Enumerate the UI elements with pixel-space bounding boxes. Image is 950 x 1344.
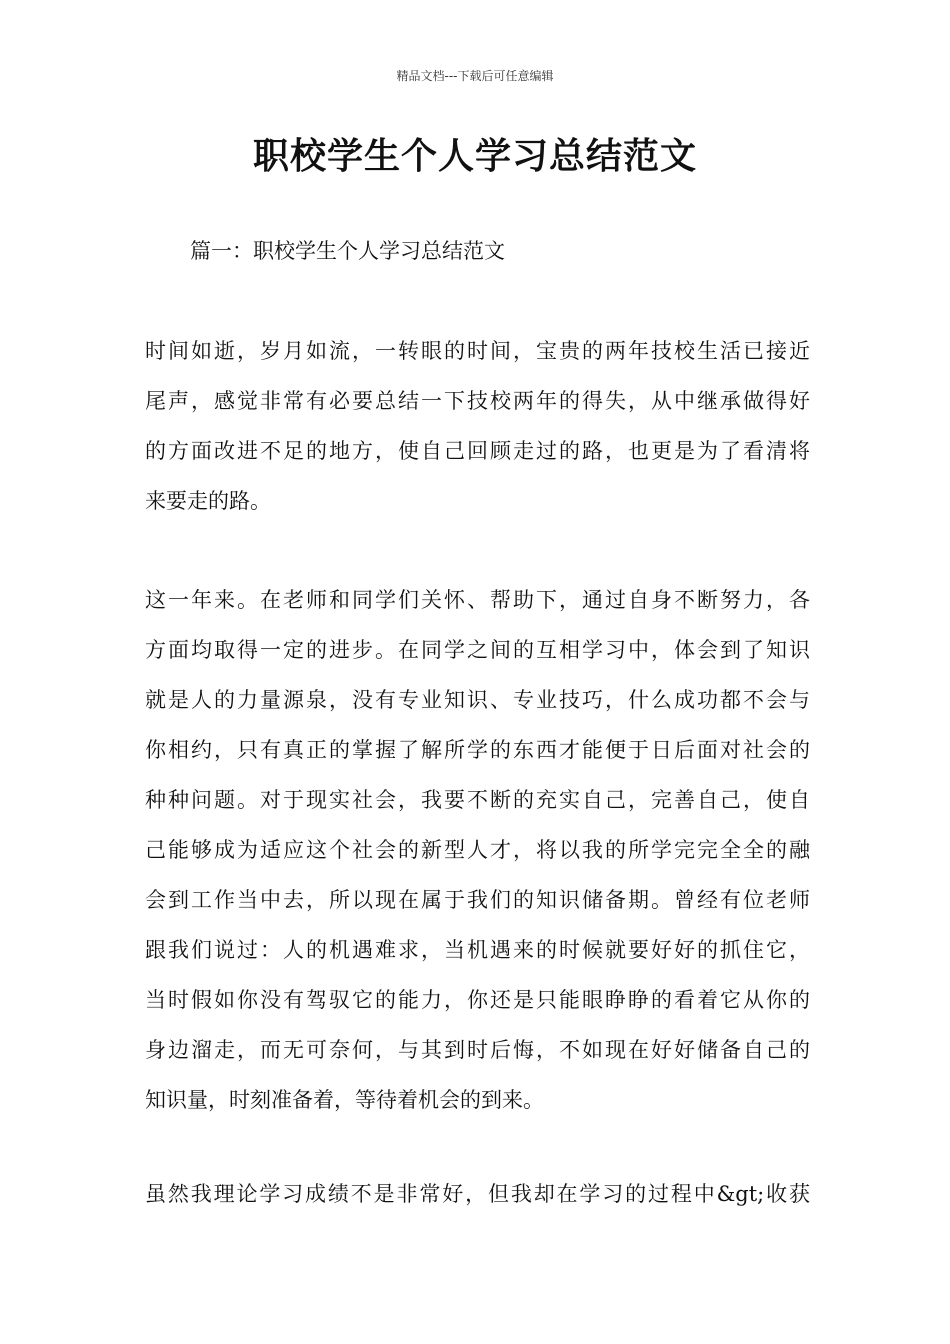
text-line: 方面均取得一定的进步。在同学之间的互相学习中，体会到了知识 (145, 638, 810, 662)
section-subtitle: 篇一：职校学生个人学习总结范文 (190, 239, 505, 263)
text-line: 来要走的路。 (145, 489, 271, 513)
document-title: 职校学生个人学习总结范文 (252, 135, 697, 177)
paragraph-3 (145, 1169, 810, 1219)
text-line: 虽然我理论学习成绩不是非常好，但我却在学习的过程中&gt;收获 (145, 1182, 810, 1206)
text-line: 会到工作当中去，所以现在属于我们的知识储备期。曾经有位老师 (145, 888, 810, 912)
text-line: 身边溜走，而无可奈何，与其到时后悔，不如现在好好储备自己的 (145, 1038, 810, 1062)
paragraph-1 (145, 326, 810, 526)
text-line: 跟我们说过：人的机遇难求，当机遇来的时候就要好好的抓住它， (145, 938, 810, 962)
text-line: 时间如逝，岁月如流，一转眼的时间，宝贵的两年技校生活已接近 (145, 339, 810, 363)
text-line: 这一年来。在老师和同学们关怀、帮助下，通过自身不断努力，各 (145, 588, 810, 612)
header-note: 精品文档---下载后可任意编辑 (396, 69, 554, 83)
text-line: 就是人的力量源泉，没有专业知识、专业技巧，什么成功都不会与 (145, 688, 810, 712)
text-line: 种种问题。对于现实社会，我要不断的充实自己，完善自己，使自 (145, 788, 810, 812)
text-line: 己能够成为适应这个社会的新型人才，将以我的所学完完全全的融 (145, 838, 810, 862)
text-line: 当时假如你没有驾驭它的能力，你还是只能眼睁睁的看着它从你的 (145, 988, 810, 1012)
text-line: 你相约，只有真正的掌握了解所学的东西才能便于日后面对社会的 (145, 738, 810, 762)
paragraph-2 (145, 575, 810, 1125)
text-line: 的方面改进不足的地方，使自己回顾走过的路，也更是为了看清将 (145, 439, 810, 463)
text-line: 尾声，感觉非常有必要总结一下技校两年的得失，从中继承做得好 (145, 389, 810, 413)
text-line: 知识量，时刻准备着，等待着机会的到来。 (145, 1088, 544, 1112)
